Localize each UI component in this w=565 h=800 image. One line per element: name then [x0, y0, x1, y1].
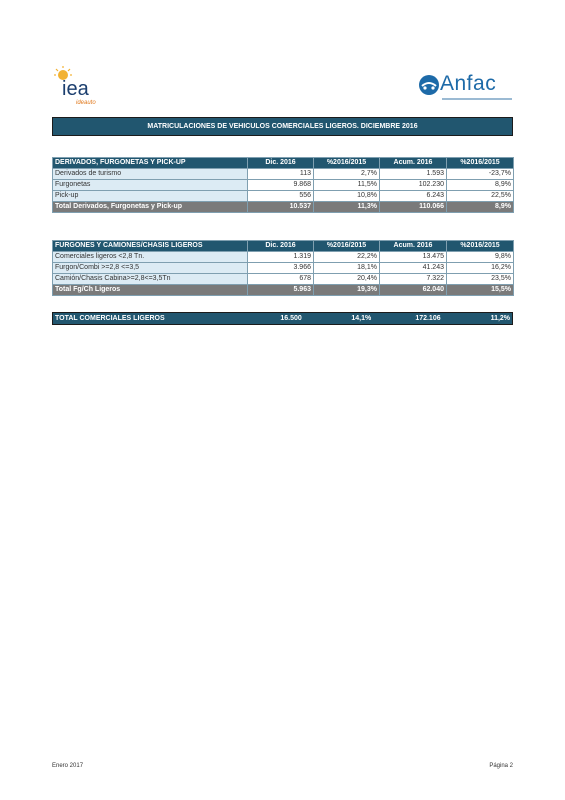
table-cell: -23,7%: [447, 169, 514, 180]
table-cell: 7.322: [380, 274, 447, 285]
column-header: Acum. 2016: [380, 241, 447, 252]
row-label: Furgonetas: [53, 180, 248, 191]
table-header-row: [53, 158, 514, 169]
table-cell: 556: [248, 191, 314, 202]
table-cell: 13.475: [380, 252, 447, 263]
table-cell: 678: [248, 274, 314, 285]
table-row: [53, 169, 514, 180]
table-total-row: [53, 285, 514, 296]
column-header: %2016/2015: [314, 241, 380, 252]
column-header: Dic. 2016: [248, 241, 314, 252]
footer-page-number: Página 2: [489, 763, 513, 769]
total-label: Total Derivados, Furgonetas y Pick-up: [53, 202, 248, 213]
total-cell: 19,3%: [314, 285, 380, 296]
column-header: Dic. 2016: [248, 158, 314, 169]
row-label: Pick-up: [53, 191, 248, 202]
grand-total-row: [52, 312, 513, 325]
table-header-row: [53, 241, 514, 252]
table-row: [53, 263, 514, 274]
table-row: [53, 274, 514, 285]
row-label: Derivados de turismo: [53, 169, 248, 180]
grand-total-cell: 172.106: [415, 315, 441, 322]
table-cell: 9.868: [248, 180, 314, 191]
table-cell: 1.593: [380, 169, 447, 180]
total-cell: 110.066: [380, 202, 447, 213]
table-cell: 16,2%: [447, 263, 514, 274]
column-header: %2016/2015: [447, 158, 514, 169]
table-cell: 9,8%: [447, 252, 514, 263]
anfac-logo: [418, 72, 514, 100]
anfac-logo-underline: [442, 98, 512, 100]
column-header: %2016/2015: [314, 158, 380, 169]
total-cell: 10.537: [248, 202, 314, 213]
total-cell: 5.963: [248, 285, 314, 296]
table-cell: 23,5%: [447, 274, 514, 285]
anfac-logo-text: Anfac: [440, 72, 497, 95]
table-cell: 8,9%: [447, 180, 514, 191]
row-label: Camión/Chasis Cabina>=2,8<=3,5Tn: [53, 274, 248, 285]
total-cell: 15,5%: [447, 285, 514, 296]
table-row: [53, 191, 514, 202]
table-cell: 3.966: [248, 263, 314, 274]
total-cell: 11,3%: [314, 202, 380, 213]
total-cell: 62.040: [380, 285, 447, 296]
table-cell: 6.243: [380, 191, 447, 202]
table-cell: 2,7%: [314, 169, 380, 180]
grand-total-cell: 14,1%: [351, 315, 372, 322]
table-row: [53, 252, 514, 263]
table-total-row: [53, 202, 514, 213]
row-label: Furgon/Combi >=2,8 <=3,5: [53, 263, 248, 274]
grand-total-cell: 16.500: [280, 315, 302, 322]
derivados-table: [52, 157, 514, 213]
iea-logo-subtext: ideauto: [76, 100, 96, 106]
table-cell: 41.243: [380, 263, 447, 274]
row-label: Comerciales ligeros <2,8 Tn.: [53, 252, 248, 263]
table-row: [53, 180, 514, 191]
column-header: FURGONES Y CAMIONES/CHASIS LIGEROS: [53, 241, 248, 252]
total-cell: 8,9%: [447, 202, 514, 213]
footer-date: Enero 2017: [52, 763, 84, 769]
table-cell: 20,4%: [314, 274, 380, 285]
iea-logo: [52, 66, 114, 106]
iea-logo-text: iea: [62, 78, 89, 100]
table-cell: 1.319: [248, 252, 314, 263]
report-title: MATRICULACIONES DE VEHICULOS COMERCIALES LIGEROS. DICIEMBRE 2016: [52, 117, 513, 136]
grand-total-cell: 11,2%: [490, 315, 511, 322]
column-header: DERIVADOS, FURGONETAS Y PICK-UP: [53, 158, 248, 169]
furgones-table: [52, 240, 514, 296]
grand-total-label: TOTAL COMERCIALES LIGEROS: [55, 315, 165, 322]
table-cell: 22,5%: [447, 191, 514, 202]
column-header: Acum. 2016: [380, 158, 447, 169]
table-cell: 18,1%: [314, 263, 380, 274]
total-label: Total Fg/Ch Ligeros: [53, 285, 248, 296]
table-cell: 11,5%: [314, 180, 380, 191]
table-cell: 113: [248, 169, 314, 180]
column-header: %2016/2015: [447, 241, 514, 252]
table-cell: 22,2%: [314, 252, 380, 263]
table-cell: 10,8%: [314, 191, 380, 202]
table-cell: 102.230: [380, 180, 447, 191]
